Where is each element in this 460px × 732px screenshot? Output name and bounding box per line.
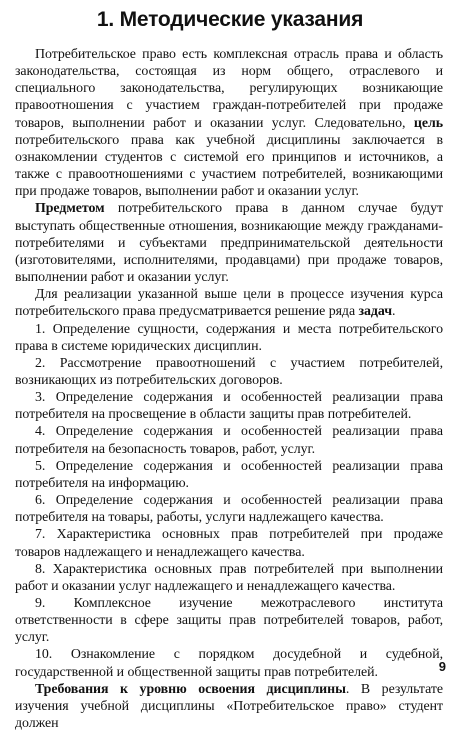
paragraph-tasks-intro	[15, 286, 443, 320]
paragraph-requirements-text: . В результате изучения учебной дисциплины «Потребительское право» студент должен	[15, 681, 443, 732]
page-number: 9	[438, 659, 446, 674]
task-item: 3. Определение содержания и особенностей реализации права потребителя на просвещение в области защиты прав потребителей.	[15, 390, 443, 423]
task-item: 10. Ознакомление с порядком досудебной и судебной, государственной и общественной защиты прав потребителей.	[15, 647, 443, 680]
paragraph-intro-text-1: Потребительское право есть комплексная отрасль права и область законодательства, состоящая из норм общего, отраслевого и специального законодательства, регулирующих возникающие правоотношения с участием граждан-потребителей при продаже товаров, выполнении работ и оказании услуг. Следовательно,	[15, 47, 443, 131]
term-subject: Предметом	[35, 201, 105, 217]
task-item: 5. Определение содержания и особенностей реализации права потребителя на информацию.	[15, 458, 443, 491]
paragraph-tasks-intro-end: .	[392, 304, 396, 320]
task-item: 2. Рассмотрение правоотношений с участием потребителей, возникающих из потребительских договоров.	[15, 355, 443, 388]
body-text	[15, 46, 443, 732]
paragraph-intro	[15, 46, 443, 200]
paragraph-requirements	[15, 681, 443, 732]
paragraph-subject-text: потребительского права в данном случае будут выступать общественные отношения, возникающие между гражданами-потребителями и субъектами предпринимательской деятельности (изготовителями, исполнителями, продавцами) при продаже товаров, выполнении работ и оказании услуг.	[15, 201, 443, 286]
term-goal: цель	[413, 115, 443, 131]
paragraph-intro-text-2: потребительского права как учебной дисциплины заключается в ознакомлении студентов с системой его принципов и источников, а также с правоотношениями с участием потребителей, возникающими при продаже товаров, выполнении работ и оказании услуг.	[15, 132, 443, 200]
task-item: 4. Определение содержания и особенностей реализации права потребителя на безопасность товаров, работ, услуг.	[15, 424, 443, 457]
paragraph-subject	[15, 200, 443, 286]
section-heading: 1. Методические указания	[96, 8, 364, 31]
task-item: 1. Определение сущности, содержания и места потребительского права в системе юридических дисциплин.	[15, 321, 443, 354]
task-item: 7. Характеристика основных прав потребителей при продаже товаров надлежащего и ненадлежащего качества.	[15, 527, 443, 560]
paragraph-tasks-intro-text: Для реализации указанной выше цели в процессе изучения курса потребительского права предусматривается решение ряда	[15, 287, 443, 320]
term-requirements: Требования к уровню освоения дисциплины	[35, 681, 346, 697]
task-item: 8. Характеристика основных прав потребителей при выполнении работ и оказании услуг надлежащего и ненадлежащего качества.	[15, 561, 443, 594]
task-item: 9. Комплексное изучение межотраслевого института ответственности в сфере защиты прав потребителей товаров, работ, услуг.	[15, 596, 443, 646]
term-tasks: задач	[358, 304, 393, 320]
task-item: 6. Определение содержания и особенностей реализации права потребителя на товары, работы, услуги надлежащего качества.	[15, 493, 443, 526]
